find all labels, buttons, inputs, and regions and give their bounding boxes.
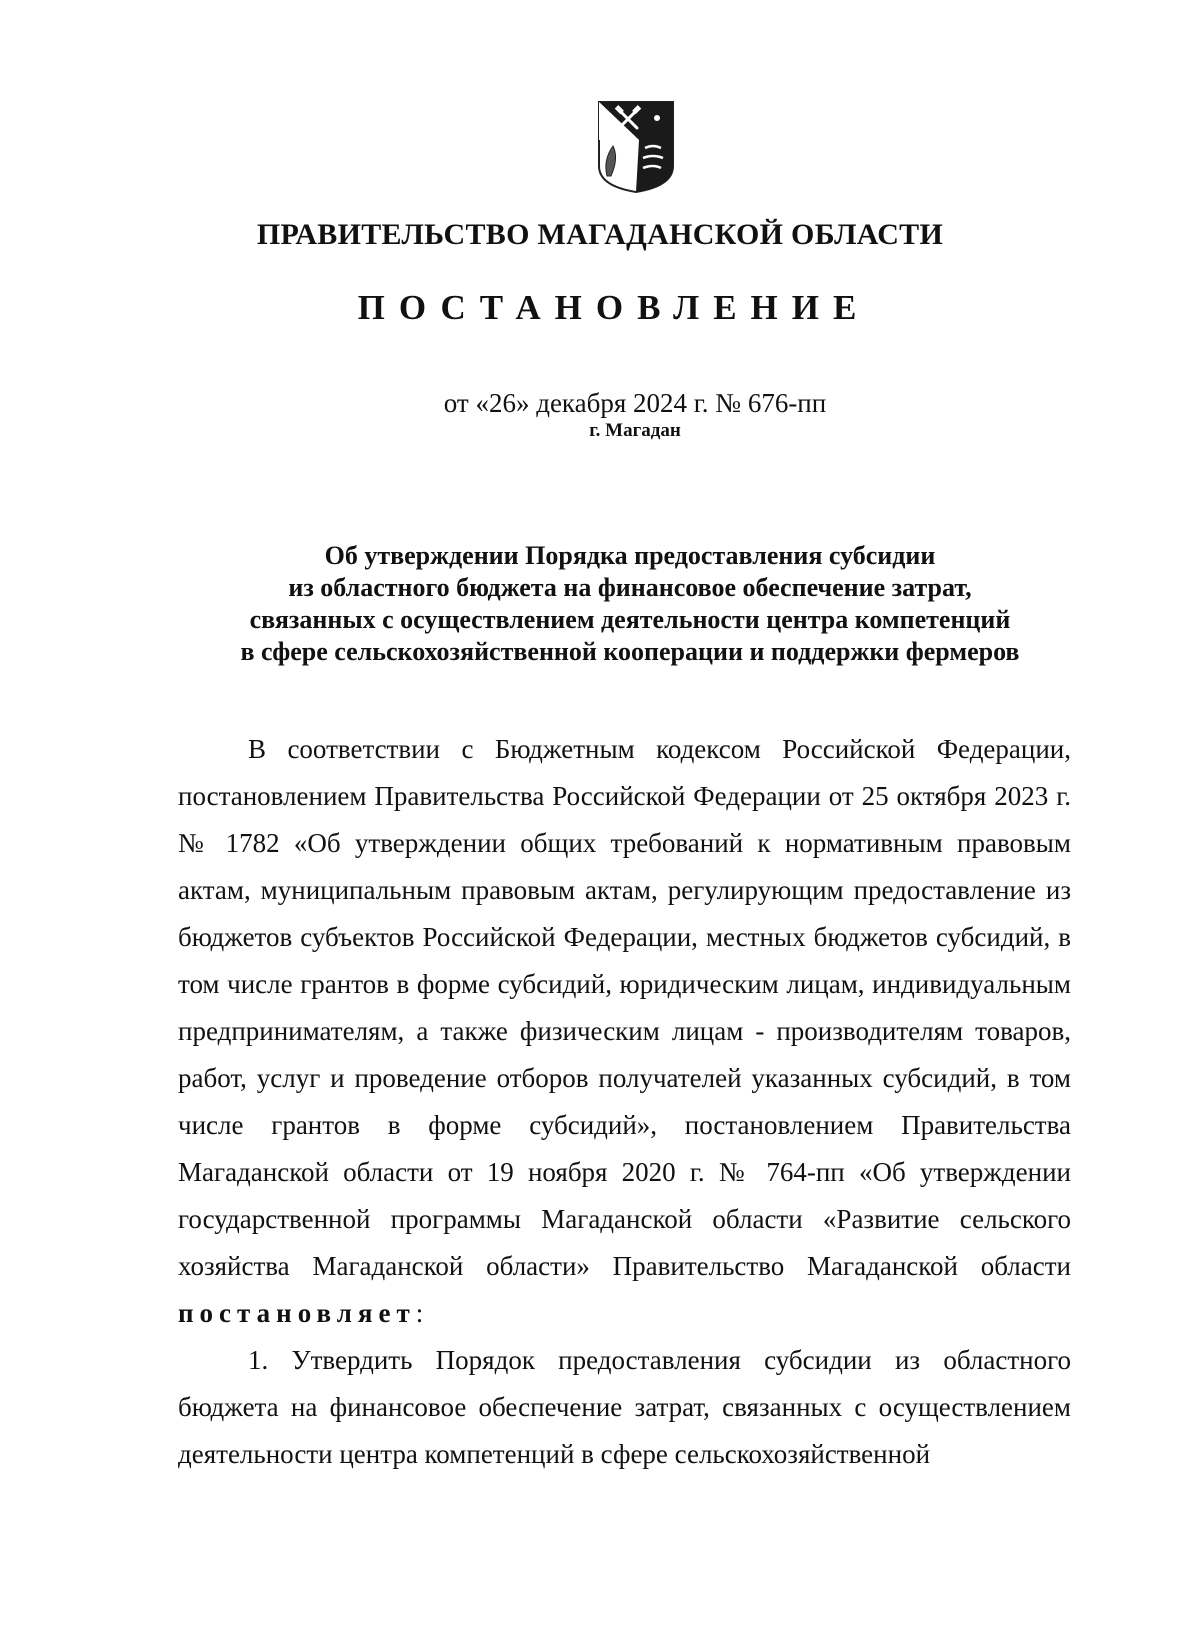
preamble-colon: :: [415, 1298, 424, 1328]
subject-line: из областного бюджета на финансовое обеспечение затрат,: [288, 573, 972, 602]
decree-verb: постановляет: [178, 1298, 416, 1328]
document-date-number: от «26» декабря 2024 г. № 676-пп: [443, 388, 827, 418]
document-city: г. Магадан: [589, 420, 681, 441]
body-paragraph-preamble: [178, 726, 1071, 1337]
body-paragraph-item-1: 1. Утвердить Порядок предоставления субсидии из областного бюджета на финансовое обеспечение затрат, связанных с осуществлением деятельности центра компетенций в сфере сельскохозяйственной: [178, 1345, 1071, 1469]
document-body: [178, 726, 1071, 1478]
preamble-text: В соответствии с Бюджетным кодексом Российской Федерации, постановлением Правительства Российской Федерации от 25 октября 2023 г. № 1782 «Об утверждении общих требований к нормативным правовым актам, муниципальным правовым актам, регулирующим предоставление из бюджетов субъектов Российской Федерации, местных бюджетов субсидий, в том числе грантов в форме субсидий, юридическим лицам, индивидуальным предпринимателям, а также физическим лицам - производителям товаров, работ, услуг и проведение отборов получателей указанных субсидий, в том числе грантов в форме субсидий», постановлением Правительства Магаданской области от 19 ноября 2020 г. № 764-пп «Об утверждении государственной программы Магаданской области «Развитие сельского хозяйства Магаданской области» Правительство Магаданской области: [178, 734, 1071, 1281]
subject-line: связанных с осуществлением деятельности центра компетенций: [249, 605, 1011, 634]
document-type: ПОСТАНОВЛЕНИЕ: [357, 288, 871, 327]
subject-line: в сфере сельскохозяйственной кооперации и поддержки фермеров: [240, 637, 1020, 666]
subject-line: Об утверждении Порядка предоставления субсидии: [324, 541, 936, 570]
magadan-region-coat-of-arms-icon: [597, 100, 675, 194]
document-subject: [170, 540, 1090, 668]
government-name: ПРАВИТЕЛЬСТВО МАГАДАНСКОЙ ОБЛАСТИ: [256, 218, 944, 251]
